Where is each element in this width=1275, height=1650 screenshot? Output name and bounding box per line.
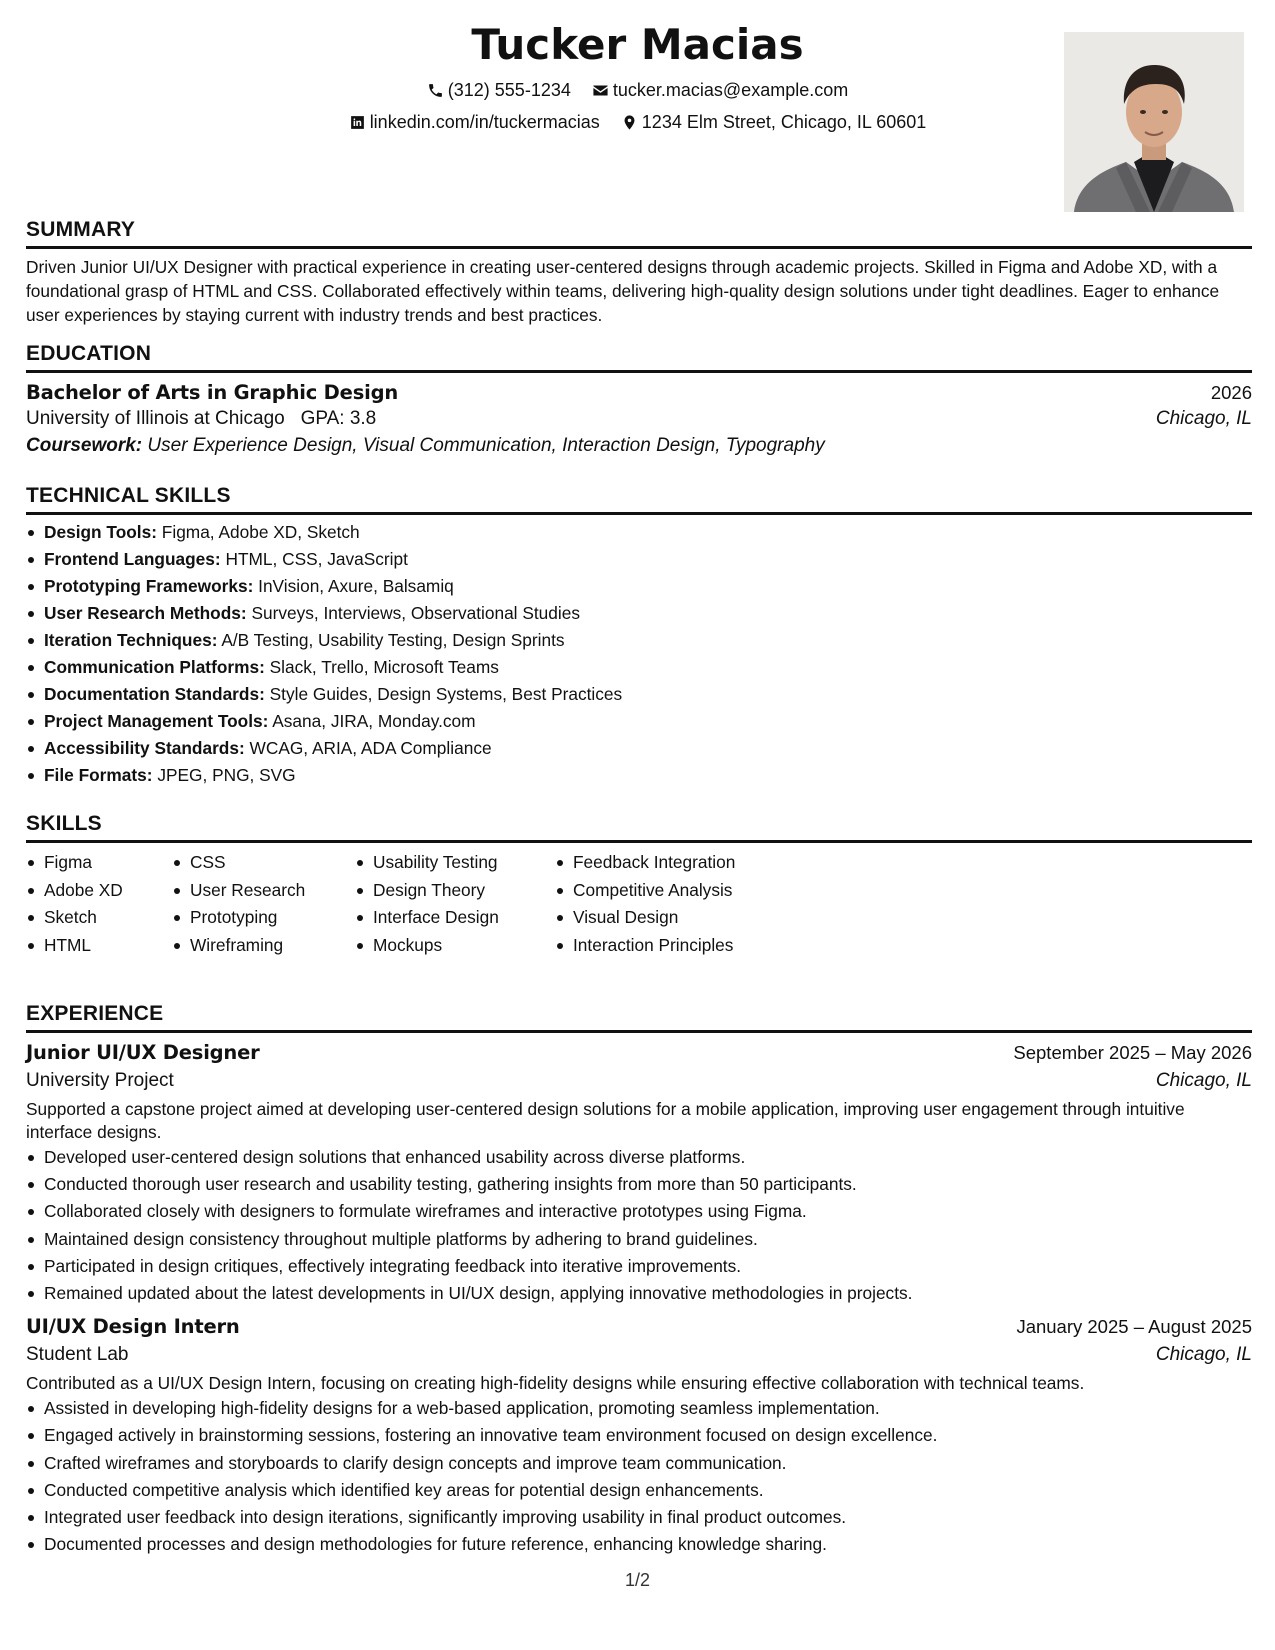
skill-item: Usability Testing <box>373 849 555 877</box>
job-header-row <box>26 1315 1252 1338</box>
skills-heading: SKILLS <box>26 810 1252 843</box>
summary-section <box>26 216 1252 327</box>
address-contact <box>621 112 927 133</box>
job-title: UI/UX Design Intern <box>26 1315 240 1339</box>
candidate-name: Tucker Macias <box>471 20 804 69</box>
job-header-row <box>26 1041 1252 1064</box>
experience-heading: EXPERIENCE <box>26 1000 1252 1033</box>
tech-skill-value: InVision, Axure, Balsamiq <box>258 576 454 596</box>
tech-skill-value: Slack, Trello, Microsoft Teams <box>269 657 499 677</box>
tech-skill-item <box>44 735 1252 762</box>
job-org-row <box>26 1344 1252 1366</box>
tech-skill-label: Design Tools: <box>44 522 157 542</box>
experience-section <box>26 1000 1252 1558</box>
job-bullet: Documented processes and design methodologies for future reference, enhancing knowledge sharing. <box>44 1531 1252 1558</box>
tech-skill-value: Figma, Adobe XD, Sketch <box>161 522 360 542</box>
skills-column-1 <box>26 849 172 959</box>
skill-item: Sketch <box>44 904 172 932</box>
job-bullets <box>26 1144 1252 1307</box>
phone-text: (312) 555-1234 <box>447 80 571 100</box>
graduation-year: 2026 <box>1210 382 1252 403</box>
school-info <box>26 408 376 430</box>
tech-skill-label: Documentation Standards: <box>44 684 265 704</box>
tech-skill-value: Asana, JIRA, Monday.com <box>272 711 476 731</box>
email-contact[interactable] <box>592 80 848 101</box>
tech-skill-item <box>44 546 1252 573</box>
skill-item: Competitive Analysis <box>573 877 813 905</box>
tech-skill-item <box>44 627 1252 654</box>
coursework <box>26 435 1252 457</box>
degree-title: Bachelor of Arts in Graphic Design <box>26 381 399 404</box>
tech-skill-label: Project Management Tools: <box>44 711 269 731</box>
job-organization: University Project <box>26 1070 174 1091</box>
skill-item: Wireframing <box>190 932 355 960</box>
address-text: 1234 Elm Street, Chicago, IL 60601 <box>641 112 927 132</box>
job-location: Chicago, IL <box>1155 1344 1252 1366</box>
tech-skill-item <box>44 519 1252 546</box>
experience-entry <box>26 1315 1252 1558</box>
skills-section <box>26 810 1252 959</box>
tech-skill-label: Communication Platforms: <box>44 657 265 677</box>
skills-grid <box>26 849 1252 959</box>
tech-skill-item <box>44 681 1252 708</box>
job-bullet: Assisted in developing high-fidelity designs for a web-based application, promoting seamless implementation. <box>44 1395 1252 1422</box>
technical-skills-list <box>26 519 1252 789</box>
tech-skill-value: Style Guides, Design Systems, Best Practices <box>269 684 623 704</box>
tech-skill-item <box>44 600 1252 627</box>
linkedin-text[interactable]: linkedin.com/in/tuckermacias <box>369 112 600 132</box>
skill-item: Interface Design <box>373 904 555 932</box>
skill-item: Mockups <box>373 932 555 960</box>
phone-contact <box>427 80 571 101</box>
job-title: Junior UI/UX Designer <box>26 1041 260 1064</box>
skills-column-3 <box>355 849 555 959</box>
technical-skills-section <box>26 482 1252 789</box>
experience-entry <box>26 1041 1252 1307</box>
linkedin-icon <box>349 114 366 131</box>
school-name: University of Illinois at Chicago <box>26 408 285 429</box>
map-pin-icon <box>621 114 638 131</box>
tech-skill-value: A/B Testing, Usability Testing, Design Sprints <box>221 630 565 650</box>
job-bullet: Crafted wireframes and storyboards to clarify design concepts and improve team communication. <box>44 1450 1252 1477</box>
job-bullet: Remained updated about the latest developments in UI/UX design, applying innovative methodologies in projects. <box>44 1280 1252 1307</box>
education-section <box>26 340 1252 457</box>
job-summary: Contributed as a UI/UX Design Intern, focusing on creating high-fidelity designs while ensuring effective collaboration with technical teams. <box>26 1373 1085 1394</box>
job-organization: Student Lab <box>26 1344 129 1366</box>
skill-item: Adobe XD <box>44 877 172 905</box>
job-bullet: Engaged actively in brainstorming sessions, fostering an innovative team environment focused on design excellence. <box>44 1422 1252 1449</box>
skill-item: Visual Design <box>573 904 813 932</box>
job-org-row <box>26 1070 1252 1092</box>
skill-item: Feedback Integration <box>573 849 813 877</box>
skill-item: User Research <box>190 877 355 905</box>
gpa: GPA: 3.8 <box>300 408 377 429</box>
education-row-1 <box>26 381 1252 404</box>
skill-item: CSS <box>190 849 355 877</box>
skills-column-4 <box>555 849 813 959</box>
coursework-list: User Experience Design, Visual Communication, Interaction Design, Typography <box>147 435 825 456</box>
summary-heading: SUMMARY <box>26 216 1252 249</box>
page-number: 1/2 <box>624 1570 651 1590</box>
job-bullets <box>26 1395 1252 1558</box>
profile-photo-image <box>1064 32 1244 212</box>
tech-skill-value: JPEG, PNG, SVG <box>157 765 296 785</box>
skill-item: Interaction Principles <box>573 932 813 960</box>
job-bullet: Integrated user feedback into design iterations, significantly improving usability in final product outcomes. <box>44 1504 1252 1531</box>
job-bullet: Collaborated closely with designers to formulate wireframes and interactive prototypes using Figma. <box>44 1198 1252 1225</box>
summary-text: Driven Junior UI/UX Designer with practical experience in creating user-centered designs through academic projects. Skilled in Figma and Adobe XD, with a foundational grasp of HTML and CSS. Collaborated effectively within teams, delivering high-quality design solutions under tight deadlines. Eager to enhance user experiences by staying current with industry trends and best practices. <box>26 257 1220 325</box>
tech-skill-value: WCAG, ARIA, ADA Compliance <box>249 738 492 758</box>
tech-skill-label: Prototyping Frameworks: <box>44 576 254 596</box>
job-dates: January 2025 – August 2025 <box>1016 1316 1252 1338</box>
phone-icon <box>427 82 444 99</box>
skill-item: Prototyping <box>190 904 355 932</box>
job-location: Chicago, IL <box>1155 1070 1252 1091</box>
tech-skill-item <box>44 573 1252 600</box>
tech-skill-label: User Research Methods: <box>44 603 247 623</box>
tech-skill-label: Frontend Languages: <box>44 549 221 569</box>
skills-column-2 <box>172 849 355 959</box>
job-bullet: Maintained design consistency throughout multiple platforms by adhering to brand guidelines. <box>44 1226 1252 1253</box>
tech-skill-label: Accessibility Standards: <box>44 738 245 758</box>
job-summary: Supported a capstone project aimed at developing user-centered design solutions for a mobile application, improving user engagement through intuitive interface designs. <box>26 1099 1185 1142</box>
skill-item: HTML <box>44 932 172 960</box>
profile-photo <box>1064 32 1244 212</box>
linkedin-contact[interactable] <box>349 112 600 133</box>
tech-skill-item <box>44 654 1252 681</box>
tech-skill-label: File Formats: <box>44 765 153 785</box>
tech-skill-value: Surveys, Interviews, Observational Studies <box>251 603 580 623</box>
job-bullet: Participated in design critiques, effectively integrating feedback into iterative improvements. <box>44 1253 1252 1280</box>
education-row-2 <box>26 408 1252 430</box>
skill-item: Design Theory <box>373 877 555 905</box>
job-dates: September 2025 – May 2026 <box>1013 1042 1252 1063</box>
education-heading: EDUCATION <box>26 340 1252 373</box>
job-bullet: Conducted competitive analysis which identified key areas for potential design enhancements. <box>44 1477 1252 1504</box>
job-bullet: Conducted thorough user research and usability testing, gathering insights from more than 50 participants. <box>44 1171 1252 1198</box>
tech-skill-item <box>44 762 1252 789</box>
envelope-icon <box>592 82 609 99</box>
job-bullet: Developed user-centered design solutions that enhanced usability across diverse platforms. <box>44 1144 1252 1171</box>
school-location: Chicago, IL <box>1155 408 1252 429</box>
tech-skill-value: HTML, CSS, JavaScript <box>225 549 408 569</box>
email-text[interactable]: tucker.macias@example.com <box>612 80 849 100</box>
tech-skill-label: Iteration Techniques: <box>44 630 218 650</box>
technical-skills-heading: TECHNICAL SKILLS <box>26 482 1252 515</box>
tech-skill-item <box>44 708 1252 735</box>
coursework-label: Coursework: <box>26 435 143 456</box>
skill-item: Figma <box>44 849 172 877</box>
